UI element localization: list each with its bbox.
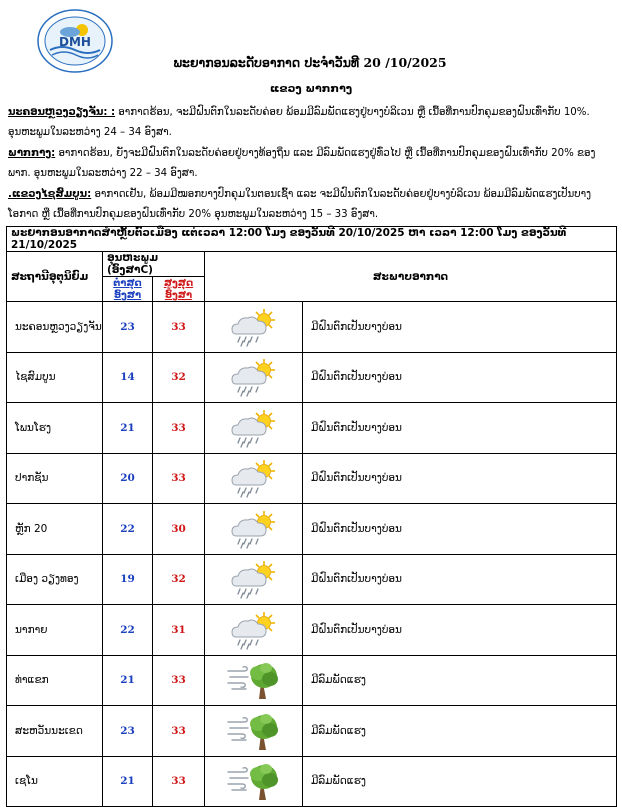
weather-description: ມີຝົນຕົກເປັນບາງບ່ອນ (303, 554, 617, 605)
temp-min: 14 (103, 352, 153, 403)
region-subtitle: ແຂວງ ພາກກາງ (269, 82, 353, 95)
temp-max: 33 (153, 302, 205, 353)
weather-description: ມີຝົນຕົກເປັນບາງບ່ອນ (303, 302, 617, 353)
temp-min: 19 (103, 554, 153, 605)
temp-min: 22 (103, 605, 153, 656)
page-title: ພະຍາກອນລະດັບອາກາດ ປະຈຳວັນທີ 20 /10/2025 (173, 55, 447, 70)
windy-tree-icon (226, 674, 282, 686)
rain-cloud-sun-icon (228, 523, 280, 535)
weather-description: ມີຝົນຕົກເປັນບາງບ່ອນ (303, 403, 617, 454)
paragraph-vientiane (8, 103, 614, 143)
paragraph-text: ອາກາດເຢັນ, ພ້ອມມີໝອກບາງປົກຄຸມໃນຕອນເຊົ້າ ແລະ ຈະມີຝົນຕົກໃນລະດັບຄ່ອຍຢູ່ບາງບໍລິເວນ ພ້ອມມີລົມພັດແຮງເປັນບາງໂອກາດ ຫຼື ເນື້ອທີ່ການປົກຄຸມຂອງຝົນເທົ່າກັບ 20% ອຸນຫະພູມໃນລະຫວ່າງ 15 – 33 ອົງສາ. (8, 189, 592, 220)
temp-min: 22 (103, 504, 153, 555)
temp-min: 21 (103, 756, 153, 807)
paragraph-label: ນະຄອນຫຼວງວຽງຈັນ: : (8, 107, 116, 118)
weather-description: ມີຝົນຕົກເປັນບາງບ່ອນ (303, 453, 617, 504)
table-row (7, 302, 617, 353)
station-name: ເຊໂນ (7, 756, 103, 807)
station-name: ນະຄອນຫຼວງວຽງຈັນ (7, 302, 103, 353)
windy-tree-icon (226, 725, 282, 737)
weather-icon-cell (205, 605, 303, 656)
table-row (7, 706, 617, 757)
rain-cloud-sun-icon (228, 472, 280, 484)
station-name: ສະຫວັນນະເຂດ (7, 706, 103, 757)
weather-icon-cell (205, 504, 303, 555)
weather-icon-cell (205, 352, 303, 403)
temp-max: 30 (153, 504, 205, 555)
rain-cloud-sun-icon (228, 624, 280, 636)
temp-min: 23 (103, 302, 153, 353)
rain-cloud-sun-icon (228, 422, 280, 434)
temp-max: 33 (153, 655, 205, 706)
temp-max: 31 (153, 605, 205, 656)
table-row (7, 403, 617, 454)
weather-icon-cell (205, 554, 303, 605)
paragraph-label: ພາກກາງ: (8, 148, 56, 159)
col-header-min: ຕ່ຳສຸດອົງສາ (113, 278, 142, 301)
table-row (7, 504, 617, 555)
weather-description: ມີຝົນຕົກເປັນບາງບ່ອນ (303, 504, 617, 555)
temp-max: 32 (153, 554, 205, 605)
table-row (7, 655, 617, 706)
temp-max: 32 (153, 352, 205, 403)
station-name: ໄຊສົມບູນ (7, 352, 103, 403)
weather-description: ມີຝົນຕົກເປັນບາງບ່ອນ (303, 352, 617, 403)
paragraph-text: ອາກາດຮ້ອນ, ຈະມີຝົນຕົກໃນລະດັບຄ່ອຍ ພ້ອມມີລົມພັດແຮງຢູ່ບາງບໍລິເວນ ຫຼື ເນື້ອທີ່ການປົກຄຸມຂອງຝົນເທົ່າກັບ 10%. ອຸນຫະພູມໃນລະຫວ່າງ 24 – 34 ອົງສາ. (8, 107, 590, 138)
station-name: ທ່າແຂກ (7, 655, 103, 706)
paragraph-xaisomboun (8, 185, 614, 225)
rain-cloud-sun-icon (228, 321, 280, 333)
temp-min: 20 (103, 453, 153, 504)
weather-icon-cell (205, 655, 303, 706)
weather-description: ມີຝົນຕົກເປັນບາງບ່ອນ (303, 605, 617, 656)
table-title: ພະຍາກອນອາກາດສຳຫຼັບຕົວເມືອງ ແຕ່ເວລາ 12:00 ໂມງ ຂອງວັນທີ 20/10/2025 ຫາ ເວລາ 12:00 ໂມງ ຂອງວັນທີ 21/10/2025 (7, 227, 617, 252)
station-name: ເມືອງ ວຽງທອງ (7, 554, 103, 605)
weather-description: ມີລົມພັດແຮງ (303, 756, 617, 807)
weather-icon-cell (205, 453, 303, 504)
col-header-weather: ສະພາບອາກາດ (205, 252, 617, 302)
paragraph-text: ອາກາດຮ້ອນ, ຍັງຈະມີຝົນຕົກໃນລະດັບຄ່ອຍຢູ່ບາງທ້ອງຖິ່ນ ແລະ ມີລົມພັດແຮງຢູ່ທົ່ວໄປ ຫຼື ເນື້ອທີ່ການປົກຄຸມຂອງຝົນເທົ່າກັບ 20% ຂອງພາກ. ອຸນຫະພູມໃນລະຫວ່າງ 22 – 34 ອົງສາ. (8, 148, 596, 179)
temp-max: 33 (153, 403, 205, 454)
paragraph-central (8, 144, 614, 184)
rain-cloud-sun-icon (228, 371, 280, 383)
windy-tree-icon (226, 775, 282, 787)
weather-description: ມີລົມພັດແຮງ (303, 706, 617, 757)
temp-min: 21 (103, 403, 153, 454)
weather-description: ມີລົມພັດແຮງ (303, 655, 617, 706)
weather-icon-cell (205, 302, 303, 353)
temp-max: 33 (153, 453, 205, 504)
temp-max: 33 (153, 756, 205, 807)
temp-min: 21 (103, 655, 153, 706)
weather-icon-cell (205, 756, 303, 807)
paragraph-label: .ແຂວງໄຊສົມບູນ: (8, 189, 92, 200)
col-header-temperature: ອຸນຫະພູມ (ອົງສາC) (103, 252, 205, 277)
table-row (7, 352, 617, 403)
rain-cloud-sun-icon (228, 573, 280, 585)
logo-text: DMH (59, 35, 91, 49)
station-name: ໂພນໂຮງ (7, 403, 103, 454)
station-name: ຫຼັກ 20 (7, 504, 103, 555)
table-row (7, 453, 617, 504)
table-row (7, 605, 617, 656)
table-row (7, 756, 617, 807)
temp-min: 23 (103, 706, 153, 757)
dmh-logo (36, 8, 114, 74)
weather-icon-cell (205, 706, 303, 757)
col-header-max: ສູງສຸດອົງສາ (163, 278, 194, 301)
station-name: ປາກຊັນ (7, 453, 103, 504)
weather-icon-cell (205, 403, 303, 454)
table-row (7, 554, 617, 605)
forecast-table (6, 226, 617, 807)
station-name: ນາກາຍ (7, 605, 103, 656)
temp-max: 33 (153, 706, 205, 757)
col-header-station: ສະຖານີອຸຕຸນິຍົມ (7, 252, 103, 302)
